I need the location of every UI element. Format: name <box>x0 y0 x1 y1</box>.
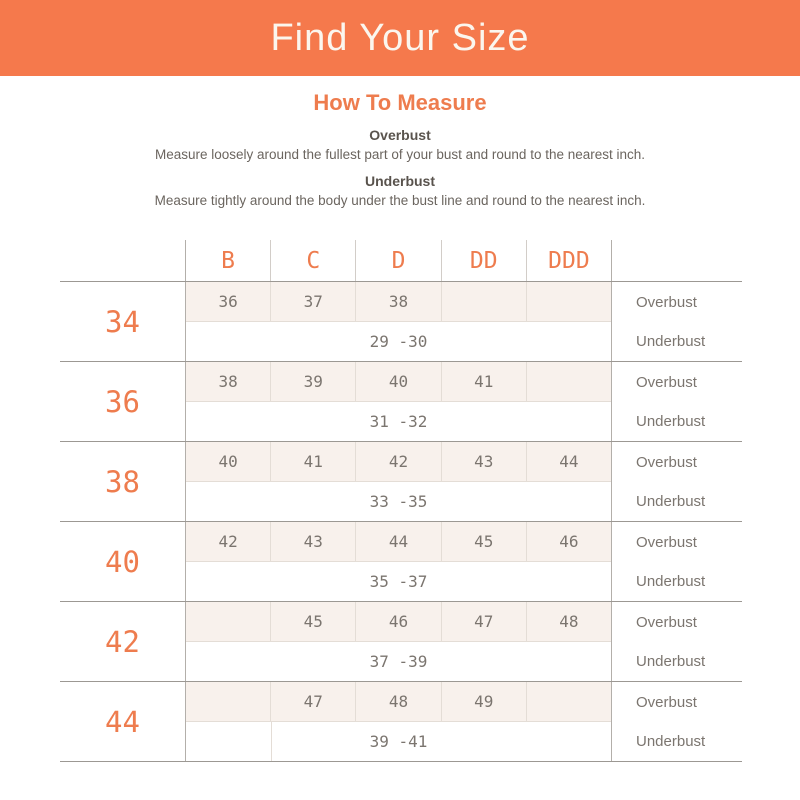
underbust-instruction-heading: Underbust <box>365 173 435 189</box>
how-to-measure-title: How To Measure <box>313 90 487 115</box>
band-size-label: 38 <box>105 464 140 499</box>
overbust-value-cell <box>186 602 270 641</box>
overbust-row <box>186 362 611 402</box>
cup-cells-area <box>185 682 612 761</box>
cup-header-cell: C <box>270 240 355 281</box>
measure-header-spacer <box>612 240 742 281</box>
overbust-value-cell: 40 <box>218 452 238 471</box>
page-title: Find Your Size <box>270 16 530 59</box>
band-size-label: 42 <box>105 624 140 659</box>
overbust-value-cell: 46 <box>526 522 611 561</box>
overbust-row <box>186 602 611 642</box>
overbust-value-cell <box>441 282 526 321</box>
measure-labels <box>612 362 742 441</box>
cup-header-cell: DDD <box>526 240 611 281</box>
overbust-instruction-heading: Overbust <box>369 127 431 143</box>
band-group <box>60 281 742 361</box>
overbust-value-cell: 46 <box>355 602 440 641</box>
cup-header-cell: B <box>221 247 236 274</box>
overbust-value-cell <box>526 682 611 721</box>
overbust-value-cell: 49 <box>441 682 526 721</box>
table-header-row <box>60 240 742 281</box>
cup-header-cell: DD <box>441 240 526 281</box>
overbust-value-cell: 43 <box>270 522 355 561</box>
overbust-value-cell: 48 <box>526 602 611 641</box>
band-header-spacer <box>60 240 185 281</box>
overbust-value-cell: 45 <box>270 602 355 641</box>
overbust-value-cell: 44 <box>526 442 611 481</box>
overbust-row <box>186 442 611 482</box>
overbust-value-cell: 37 <box>270 282 355 321</box>
overbust-value-cell: 38 <box>355 282 440 321</box>
cup-header-cell: D <box>355 240 440 281</box>
overbust-label: Overbust <box>636 453 697 471</box>
underbust-instruction-text: Measure tightly around the body under the bust line and round to the nearest inch. <box>154 193 646 208</box>
band-size-label: 40 <box>105 544 140 579</box>
overbust-value-cell: 41 <box>270 442 355 481</box>
overbust-value-cell: 48 <box>355 682 440 721</box>
band-group <box>60 601 742 681</box>
underbust-range-cell: 29 -30 <box>369 332 428 351</box>
overbust-value-cell: 40 <box>355 362 440 401</box>
measure-labels <box>612 442 742 521</box>
overbust-label: Overbust <box>636 693 697 711</box>
measure-labels <box>612 522 742 601</box>
overbust-row <box>186 522 611 562</box>
measure-labels <box>612 602 742 681</box>
overbust-value-cell <box>526 362 611 401</box>
overbust-value-cell: 42 <box>355 442 440 481</box>
overbust-label: Overbust <box>636 533 697 551</box>
overbust-row <box>186 682 611 722</box>
size-chart-table <box>60 240 742 762</box>
overbust-instruction-text: Measure loosely around the fullest part of your bust and round to the nearest inch. <box>154 147 646 162</box>
overbust-value-cell: 44 <box>355 522 440 561</box>
overbust-value-cell <box>186 682 270 721</box>
underbust-label: Underbust <box>636 493 706 510</box>
overbust-value-cell: 41 <box>441 362 526 401</box>
overbust-value-cell: 47 <box>270 682 355 721</box>
underbust-label: Underbust <box>636 653 706 670</box>
cup-cells-area <box>185 282 612 361</box>
how-to-measure-section <box>0 90 800 208</box>
underbust-range-cell: 31 -32 <box>369 412 428 431</box>
band-group <box>60 681 742 761</box>
overbust-label: Overbust <box>636 373 697 391</box>
band-size-label: 36 <box>105 384 140 419</box>
cup-header-area <box>185 240 612 281</box>
overbust-row <box>186 282 611 322</box>
band-group <box>60 521 742 601</box>
cup-cells-area <box>185 522 612 601</box>
overbust-value-cell: 39 <box>270 362 355 401</box>
header-banner <box>0 0 800 76</box>
overbust-value-cell <box>526 282 611 321</box>
overbust-value-cell: 42 <box>218 532 238 551</box>
cup-cells-area <box>185 362 612 441</box>
overbust-label: Overbust <box>636 613 697 631</box>
underbust-label: Underbust <box>636 333 706 350</box>
underbust-range-cell: 35 -37 <box>369 572 428 591</box>
overbust-label: Overbust <box>636 293 697 311</box>
measure-labels <box>612 682 742 761</box>
band-group <box>60 361 742 441</box>
underbust-range-cell: 33 -35 <box>369 492 428 511</box>
band-size-label: 44 <box>105 704 140 739</box>
overbust-value-cell: 38 <box>218 372 238 391</box>
underbust-label: Underbust <box>636 413 706 430</box>
underbust-label: Underbust <box>636 733 706 750</box>
band-size-label: 34 <box>105 304 140 339</box>
overbust-value-cell: 45 <box>441 522 526 561</box>
measure-labels <box>612 282 742 361</box>
band-group <box>60 441 742 521</box>
cup-cells-area <box>185 442 612 521</box>
underbust-range-cell: 37 -39 <box>369 652 428 671</box>
underbust-label: Underbust <box>636 573 706 590</box>
overbust-value-cell: 36 <box>218 292 238 311</box>
cup-cells-area <box>185 602 612 681</box>
underbust-range-cell: 39 -41 <box>186 722 611 761</box>
overbust-value-cell: 47 <box>441 602 526 641</box>
overbust-value-cell: 43 <box>441 442 526 481</box>
